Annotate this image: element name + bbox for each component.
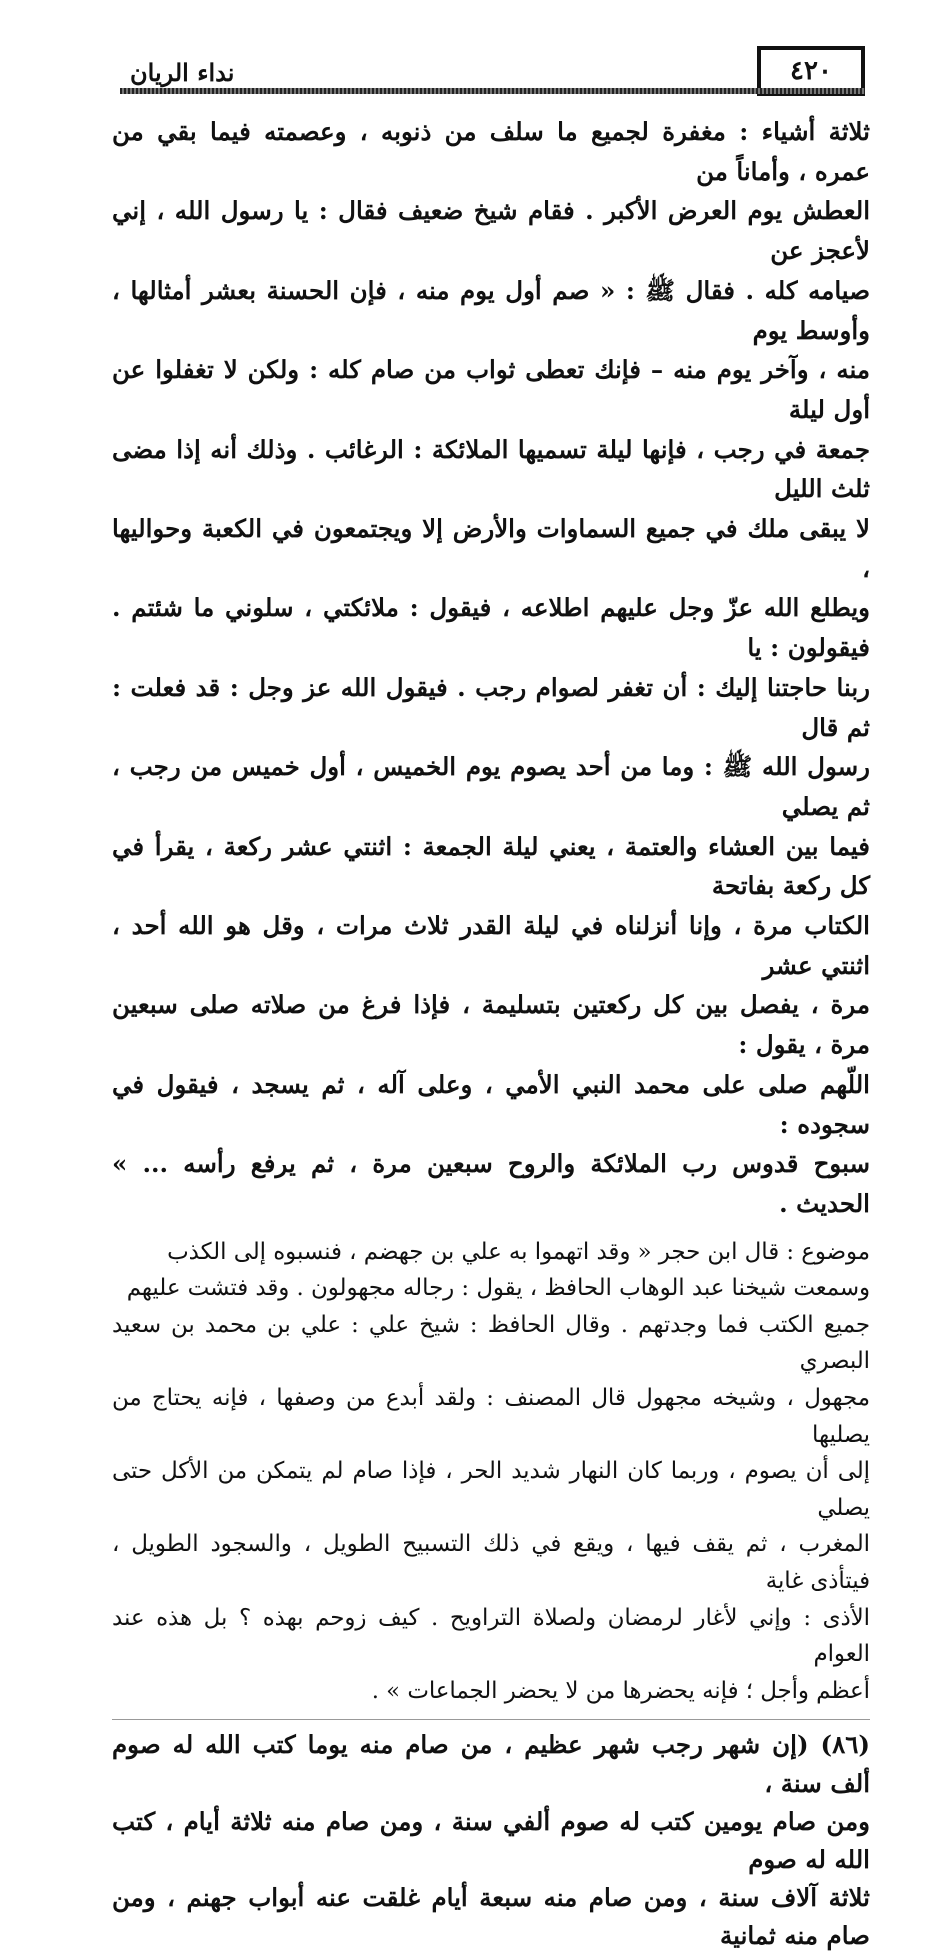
text-line: الكتاب مرة ، وإنا أنزلناه في ليلة القدر ثلاث مرات ، وقل هو الله أحد ، اثنتي عشر <box>112 911 870 980</box>
text-line: أعظم وأجل ؛ فإنه يحضرها من لا يحضر الجماعات » . <box>371 1677 870 1704</box>
text-line: وسمعت شيخنا عبد الوهاب الحافظ ، يقول : رجاله مجهولون . وقد فتشت عليهم <box>126 1275 870 1302</box>
header-divider <box>120 88 865 94</box>
text-line: ومن صام يومين كتب له صوم ألفي سنة ، ومن صام منه ثلاثة أيام ، كتب الله له صوم <box>112 1806 870 1875</box>
next-hadith-text <box>112 1726 870 1955</box>
text-line: رسول الله ﷺ : وما من أحد يصوم يوم الخميس ، أول خميس من رجب ، ثم يصلي <box>112 752 870 821</box>
text-line: ربنا حاجتنا إليك : أن تغفر لصوام رجب . فيقول الله عز وجل : قد فعلت : ثم قال <box>112 672 870 742</box>
text-line: ويطلع الله عزّ وجل عليهم اطلاعه ، فيقول : ملائكتي ، سلوني ما شئتم . فيقولون : يا <box>112 593 870 663</box>
text-line: موضوع : قال ابن حجر « وقد اتهموا به علي بن جهضم ، فنسبوه إلى الكذب <box>167 1238 870 1265</box>
text-line: جمعة في رجب ، فإنها ليلة تسميها الملائكة : الرغائب . وذلك أنه إذا مضى ثلث الليل <box>112 434 870 504</box>
text-line: المغرب ، ثم يقف فيها ، ويقع في ذلك التسبيح الطويل ، والسجود الطويل ، فيتأذى غاية <box>112 1531 870 1595</box>
text-line: صيامه كله . فقال ﷺ : « صم أول يوم منه ، فإن الحسنة بعشر أمثالها ، وأوسط يوم <box>112 275 870 345</box>
text-line: ثلاثة أشياء : مغفرة لجميع ما سلف من ذنوبه ، وعصمته فيما بقي من عمره ، وأماناً من <box>112 117 870 186</box>
text-line: اللّهم صلى على محمد النبي الأمي ، وعلى آله ، ثم يسجد ، فيقول في سجوده : <box>112 1069 870 1139</box>
text-line: (٨٦) (إن شهر رجب شهر عظيم ، من صام منه يوما كتب الله له صوم ألف سنة ، <box>112 1730 870 1798</box>
main-body-text <box>112 112 870 1224</box>
text-line: العطش يوم العرض الأكبر . فقام شيخ ضعيف فقال : يا رسول الله ، إني لأعجز عن <box>112 196 870 266</box>
text-line: ثلاثة آلاف سنة ، ومن صام منه سبعة أيام غلقت عنه أبواب جهنم ، ومن صام منه ثمانية <box>112 1883 870 1951</box>
text-line: مرة ، يفصل بين كل ركعتين بتسليمة ، فإذا فرغ من صلاته صلى سبعين مرة ، يقول : <box>112 990 870 1060</box>
text-line: منه ، وآخر يوم منه – فإنك تعطى ثواب من صام كله : ولكن لا تغفلوا عن أول ليلة <box>112 355 870 424</box>
text-line: مجهول ، وشيخه مجهول قال المصنف : ولقد أبدع من وصفها ، فإنه يحتاج من يصليها <box>112 1385 870 1448</box>
page-number: ٤٢٠ <box>757 46 865 96</box>
text-line: إلى أن يصوم ، وربما كان النهار شديد الحر ، فإذا صام لم يتمكن من الأكل حتى يصلي <box>112 1458 870 1521</box>
text-line: لا يبقى ملك في جميع السماوات والأرض إلا ويجتمعون في الكعبة وحواليها ، <box>112 514 870 583</box>
text-line: جميع الكتب فما وجدتهم . وقال الحافظ : شيخ علي : علي بن محمد بن سعيد البصري <box>112 1311 870 1375</box>
section-divider <box>112 1719 870 1720</box>
commentary-text <box>112 1234 870 1710</box>
text-line: الأذى : وإني لأغار لرمضان ولصلاة التراويح . كيف زوحم بهذه ؟ بل هذه عند العوام <box>112 1604 870 1668</box>
running-title: نداء الريان <box>130 58 235 87</box>
text-line: سبوح قدوس رب الملائكة والروح سبعين مرة ، ثم يرفع رأسه ... » الحديث . <box>112 1149 870 1218</box>
page-content <box>112 112 870 1956</box>
text-line: فيما بين العشاء والعتمة ، يعني ليلة الجمعة : اثنتي عشر ركعة ، يقرأ في كل ركعة بفاتحة <box>112 831 870 901</box>
